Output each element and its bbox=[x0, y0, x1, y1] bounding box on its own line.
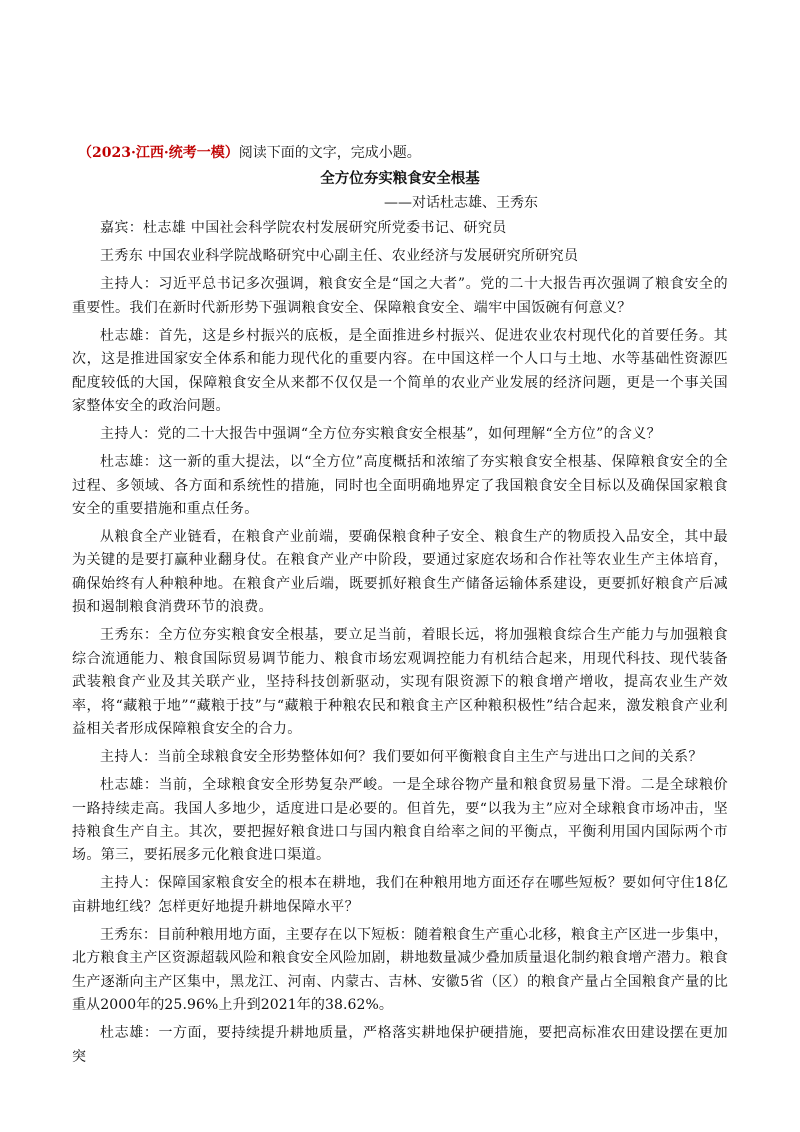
instruction-text: 阅读下面的文字，完成小题。 bbox=[238, 145, 421, 161]
paragraph: 杜志雄：一方面，要持续提升耕地质量，严格落实耕地保护硬措施，要把高标准农田建设摆在更加突 bbox=[72, 1025, 728, 1065]
paragraph: 王秀东：目前种粮用地方面，主要存在以下短板：随着粮食生产重心北移，粮食主产区进一步集中，北方粮食主产区资源超载风险和粮食安全风险加剧，耕地数量减少叠加质量退化制约粮食增产潜力。粮食生产逐渐向主产区集中，黑龙江、河南、内蒙古、吉林、安徽5省（区）的粮食产量占全国粮食产量的比重从2000年的25.96%上升到2021年的38.62%。 bbox=[72, 926, 728, 1014]
article-subtitle: ——对话杜志雄、王秀东 bbox=[384, 195, 538, 211]
document-body bbox=[72, 141, 728, 1074]
paragraph: 杜志雄：首先，这是乡村振兴的底板，是全面推进乡村振兴、促进农业农村现代化的首要任务。其次，这是推进国家安全体系和能力现代化的重要内容。在中国这样一个人口与土地、水等基础性资源匹配度较低的大国，保障粮食安全从来都不仅仅是一个简单的农业产业发展的经济问题，更是一个事关国家整体安全的政治问题。 bbox=[72, 327, 728, 414]
paragraph: 主持人：当前全球粮食安全形势整体如何？我们要如何平衡粮食自主生产与进出口之间的关系？ bbox=[100, 749, 703, 766]
paragraph: 主持人：保障国家粮食安全的根本在耕地，我们在种粮用地方面还存在哪些短板？要如何守住18亿亩耕地红线？怎样更好地提升耕地保障水平？ bbox=[72, 875, 728, 915]
article-title: 全方位夯实粮食安全根基 bbox=[320, 170, 480, 187]
guest-line-wang: 王秀东 中国农业科学院战略研究中心副主任、农业经济与发展研究所研究员 bbox=[100, 248, 579, 265]
guests-line: 嘉宾：杜志雄 中国社会科学院农村发展研究所党委书记、研究员 bbox=[100, 220, 507, 236]
paragraph: 从粮食全产业链看，在粮食产业前端，要确保粮食种子安全、粮食生产的物质投入品安全，其中最为关键的是要打赢种业翻身仗。在粮食产业产中阶段，要通过家庭农场和合作社等农业生产主体培育，确保始终有人种粮种地。在粮食产业后端，既要抓好粮食生产储备运输体系建设，更要抓好粮食产后减损和遏制粮食消费环节的浪费。 bbox=[72, 529, 728, 616]
paragraph: 主持人：党的二十大报告中强调“全方位夯实粮食安全根基”，如何理解“全方位”的含义？ bbox=[100, 426, 661, 442]
paragraph: 主持人：习近平总书记多次强调，粮食安全是“国之大者”。党的二十大报告再次强调了粮食安全的重要性。我们在新时代新形势下强调粮食安全、保障粮食安全、端牢中国饭碗有何意义？ bbox=[72, 276, 728, 316]
paragraph: 王秀东：全方位夯实粮食安全根基，要立足当前，着眼长远，将加强粮食综合生产能力与加强粮食综合流通能力、粮食国际贸易调节能力、粮食市场宏观调控能力有机结合起来，用现代科技、现代装备武装粮食产业及其关联产业，坚持科技创新驱动，实现有限资源下的粮食增产增收，提高农业生产效率，将“藏粮于地”“藏粮于技”与“藏粮于种粮农民和粮食主产区种粮积极性”结合起来，激发粮食产业利益相关者形成保障粮食安全的合力。 bbox=[72, 627, 728, 737]
exam-source: （2023·江西·统考一模） bbox=[78, 145, 239, 161]
question-header bbox=[78, 141, 728, 165]
paragraph: 杜志雄：当前，全球粮食安全形势复杂严峻。一是全球谷物产量和粮食贸易量下滑。二是全球粮价一路持续走高。我国人多地少，适度进口是必要的。但首先，要“以我为主”应对全球粮食市场冲击，坚持粮食生产自主。其次，要把握好粮食进口与国内粮食自给率之间的平衡点，平衡利用国内国际两个市场。第三，要拓展多元化粮食进口渠道。 bbox=[72, 777, 728, 864]
paragraph: 杜志雄：这一新的重大提法，以“全方位”高度概括和浓缩了夯实粮食安全根基、保障粮食安全的全过程、多领域、各方面和系统性的措施，同时也全面明确地界定了我国粮食安全目标以及确保国家粮食安全的重要措施和重点任务。 bbox=[72, 454, 728, 517]
